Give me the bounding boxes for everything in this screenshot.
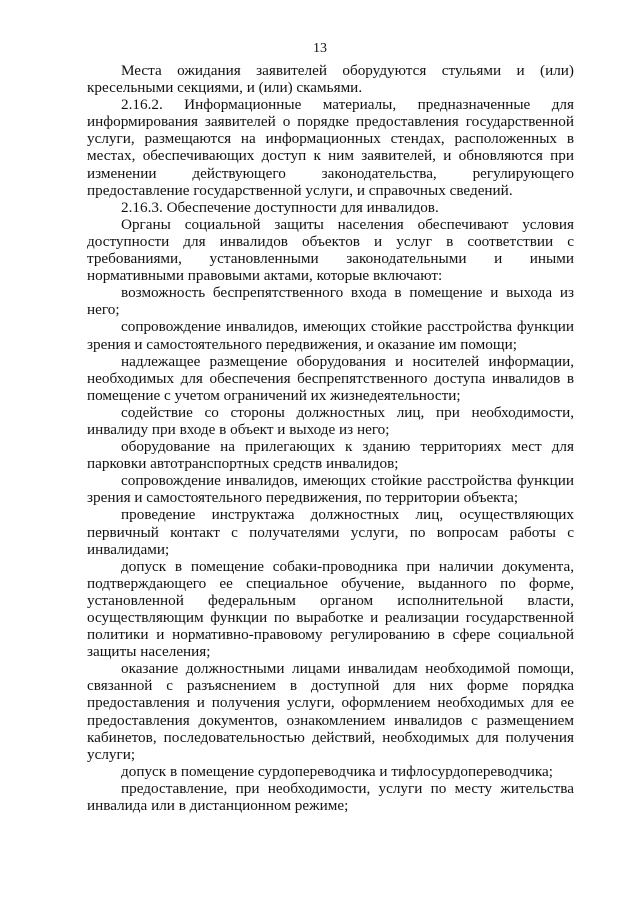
document-body [87,62,574,814]
page-number: 13 [313,41,327,56]
list-item-entry-exit: возможность беспрепятственного входа в помещение и выхода из него; [87,284,574,319]
paragraph-2-16-3-heading: 2.16.3. Обеспечение доступности для инвалидов. [121,198,439,216]
list-item-necessary-help: оказание должностными лицами инвалидам необходимой помощи, связанной с разъяснением в доступной для них форме порядка предоставления и получения услуги, оформлением необходимых для ее предоставления документов, ознакомлением инвалидов с размещением кабинетов, последовательностью действий, необходимых для получения услуги; [87,660,574,763]
paragraph-social-protection-bodies: Органы социальной защиты населения обеспечивают условия доступности для инвалидов объектов и услуг в соответствии с требованиями, установленными законодательными и иными нормативными правовыми актами, которые включают: [87,215,574,285]
list-item-remote-service: предоставление, при необходимости, услуги по месту жительства инвалида или в дистанционном режиме; [87,779,574,815]
list-item-guide-dog: допуск в помещение собаки-проводника при наличии документа, подтверждающего ее специальное обучение, выданного по форме, установленной федеральным органом исполнительной власти, осуществляющим функции по выработке и реализации государственной политики и нормативно-правовому регулированию в сфере социальной защиты населения; [87,557,574,661]
paragraph-waiting-areas: Места ожидания заявителей оборудуются стульями и (или) кресельными секциями, и (или) скамьями. [87,62,574,97]
list-item-equipment-placement: надлежащее размещение оборудования и носителей информации, необходимых для обеспечения беспрепятственного доступа инвалидов в помещение с учетом ограничений их жизнедеятельности; [87,352,574,404]
list-item-briefing: проведение инструктажа должностных лиц, осуществляющих первичный контакт с получателями услуги, по вопросам работы с инвалидами; [87,506,574,558]
list-item-sign-interpreter: допуск в помещение сурдопереводчика и тифлосурдопереводчика; [121,762,553,780]
list-item-official-assistance: содействие со стороны должностных лиц, при необходимости, инвалиду при входе в объект и выходе из него; [87,403,574,438]
list-item-parking: оборудование на прилегающих к зданию территориях мест для парковки автотранспортных средств инвалидов; [87,438,574,473]
list-item-escort-vision: сопровождение инвалидов, имеющих стойкие расстройства функции зрения и самостоятельного передвижения, и оказание им помощи; [87,318,574,353]
list-item-escort-territory: сопровождение инвалидов, имеющих стойкие расстройства функции зрения и самостоятельного передвижения, по территории объекта; [87,472,574,507]
paragraph-2-16-2: 2.16.2. Информационные материалы, предназначенные для информирования заявителей о порядке предоставления государственной услуги, размещаются на информационных стендах, расположенных в местах, обеспечивающих доступ к ним заявителей, и обновляются при изменении действующего законодательства, регулирующего предоставление государственной услуги, и справочных сведений. [87,96,574,199]
